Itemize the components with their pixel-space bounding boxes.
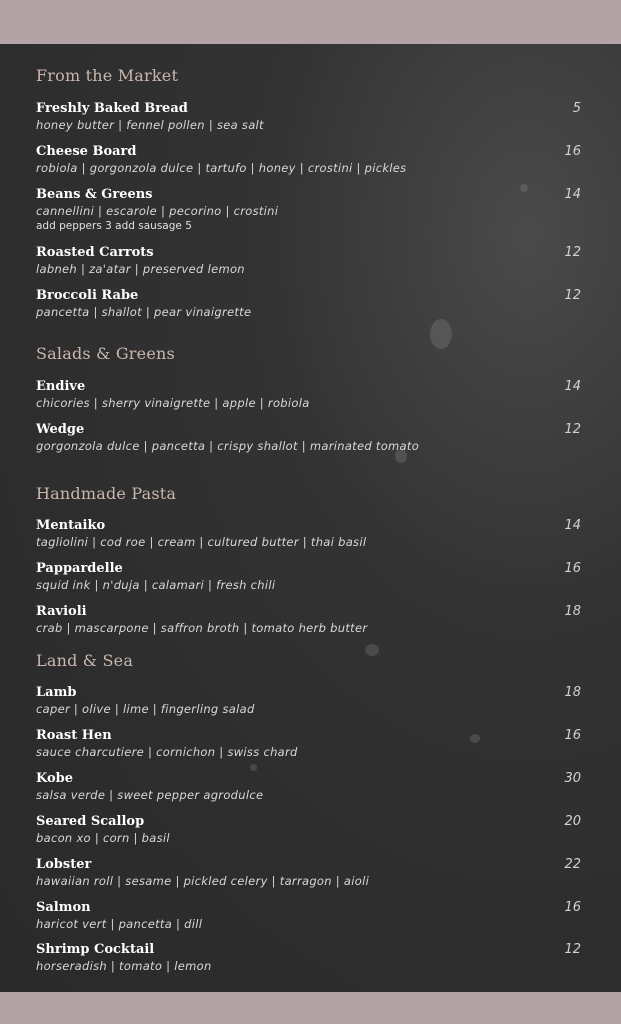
- item-description: hawaiian roll | sesame | pickled celery | tarragon | aioli: [36, 874, 370, 888]
- item-price: 30: [564, 771, 581, 786]
- item-price: 16: [564, 561, 581, 576]
- item-name: Endive: [36, 379, 86, 394]
- item-description: haricot vert | pancetta | dill: [36, 917, 203, 931]
- item-description: robiola | gorgonzola dulce | tartufo | honey | crostini | pickles: [36, 161, 407, 175]
- menu-item-broccoli-rabe: [36, 288, 581, 320]
- item-price: 22: [564, 857, 581, 872]
- item-price: 14: [564, 187, 581, 202]
- section-title-land-sea: Land & Sea: [36, 651, 134, 670]
- item-description: honey butter | fennel pollen | sea salt: [36, 118, 264, 132]
- item-name: Lamb: [36, 685, 77, 700]
- menu-item-seared-scallop: [36, 814, 581, 846]
- menu-item-mentaiko: [36, 518, 581, 550]
- texture-speck: [365, 644, 379, 656]
- menu-item-wedge: [36, 422, 581, 454]
- item-description: caper | olive | lime | fingerling salad: [36, 702, 255, 716]
- item-price: 14: [564, 379, 581, 394]
- item-price: 14: [564, 518, 581, 533]
- item-description: tagliolini | cod roe | cream | cultured butter | thai basil: [36, 535, 367, 549]
- item-description: crab | mascarpone | saffron broth | tomato herb butter: [36, 621, 368, 635]
- menu-panel: [0, 44, 621, 992]
- item-description: chicories | sherry vinaigrette | apple | robiola: [36, 396, 310, 410]
- item-description: gorgonzola dulce | pancetta | crispy shallot | marinated tomato: [36, 439, 420, 453]
- item-description: sauce charcutiere | cornichon | swiss chard: [36, 745, 298, 759]
- item-description: horseradish | tomato | lemon: [36, 959, 212, 973]
- item-price: 16: [564, 728, 581, 743]
- item-price: 18: [564, 685, 581, 700]
- menu-item-beans-greens: [36, 187, 581, 234]
- item-name: Mentaiko: [36, 518, 106, 533]
- menu-item-kobe: [36, 771, 581, 803]
- item-price: 16: [564, 900, 581, 915]
- item-price: 18: [564, 604, 581, 619]
- section-title-pasta: Handmade Pasta: [36, 484, 177, 503]
- texture-speck: [430, 319, 452, 349]
- item-price: 12: [564, 942, 581, 957]
- menu-item-cheese-board: [36, 144, 581, 176]
- item-description: squid ink | n'duja | calamari | fresh chili: [36, 578, 276, 592]
- item-name: Shrimp Cocktail: [36, 942, 155, 957]
- item-price: 12: [564, 422, 581, 437]
- section-title-market: From the Market: [36, 66, 179, 85]
- item-price: 5: [572, 101, 581, 116]
- item-addons: add peppers 3 add sausage 5: [36, 220, 192, 232]
- item-name: Freshly Baked Bread: [36, 101, 188, 116]
- item-price: 20: [564, 814, 581, 829]
- item-price: 16: [564, 144, 581, 159]
- menu-item-bread: [36, 101, 581, 133]
- item-name: Beans & Greens: [36, 187, 153, 202]
- item-name: Ravioli: [36, 604, 87, 619]
- item-price: 12: [564, 288, 581, 303]
- menu-item-ravioli: [36, 604, 581, 636]
- item-description: labneh | za'atar | preserved lemon: [36, 262, 245, 276]
- item-name: Broccoli Rabe: [36, 288, 139, 303]
- menu-item-endive: [36, 379, 581, 411]
- item-description: salsa verde | sweet pepper agrodulce: [36, 788, 264, 802]
- texture-speck: [250, 764, 257, 771]
- item-description: pancetta | shallot | pear vinaigrette: [36, 305, 252, 319]
- item-name: Kobe: [36, 771, 74, 786]
- item-name: Pappardelle: [36, 561, 123, 576]
- item-name: Lobster: [36, 857, 92, 872]
- item-description: bacon xo | corn | basil: [36, 831, 170, 845]
- item-description: cannellini | escarole | pecorino | crostini: [36, 204, 279, 218]
- menu-item-salmon: [36, 900, 581, 932]
- menu-item-lobster: [36, 857, 581, 889]
- menu-item-pappardelle: [36, 561, 581, 593]
- item-price: 12: [564, 245, 581, 260]
- menu-item-roasted-carrots: [36, 245, 581, 277]
- item-name: Seared Scallop: [36, 814, 145, 829]
- section-title-salads: Salads & Greens: [36, 344, 175, 363]
- item-name: Roast Hen: [36, 728, 112, 743]
- item-name: Cheese Board: [36, 144, 137, 159]
- menu-item-shrimp-cocktail: [36, 942, 581, 974]
- menu-item-roast-hen: [36, 728, 581, 760]
- item-name: Wedge: [36, 422, 85, 437]
- item-name: Roasted Carrots: [36, 245, 154, 260]
- menu-item-lamb: [36, 685, 581, 717]
- item-name: Salmon: [36, 900, 91, 915]
